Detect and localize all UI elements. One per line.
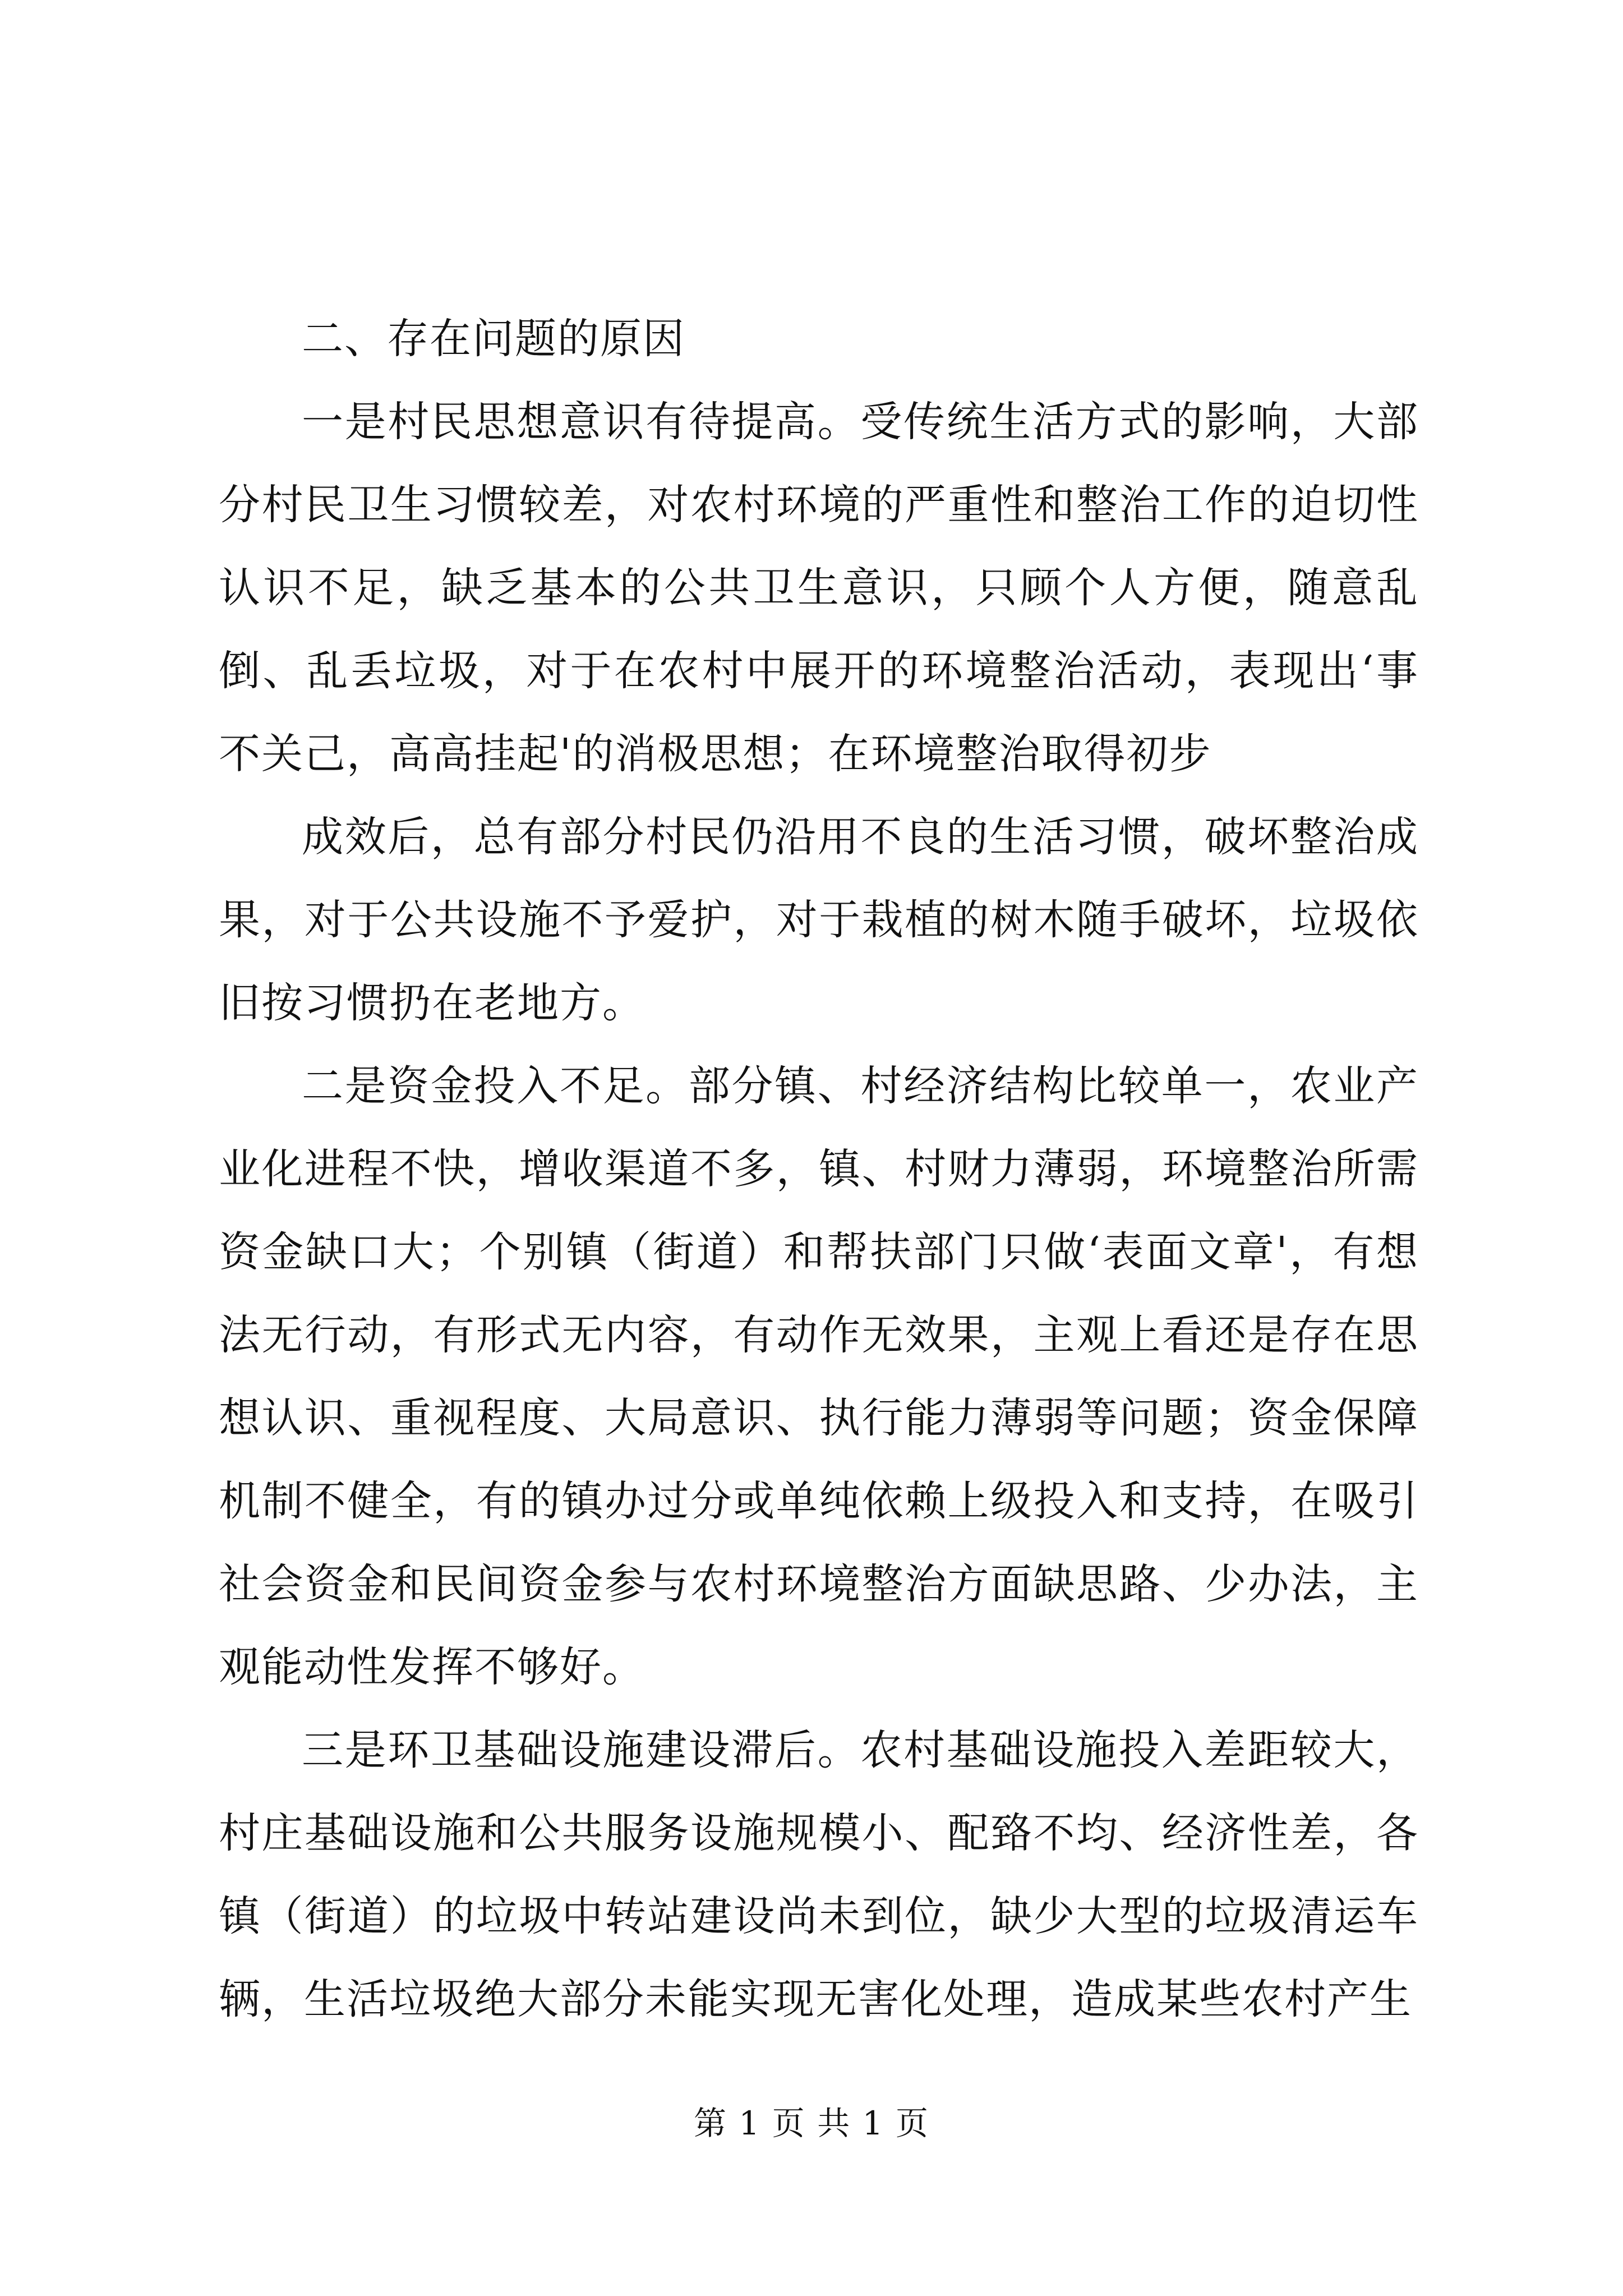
section-heading: 二、存在问题的原因 bbox=[302, 315, 685, 363]
paragraph-4: 三是环卫基础设施建设滞后。农村基础设施投入差距较大，村庄基础设施和公共服务设施规模小、配臵不均、经济性差，各镇（街道）的垃圾中转站建设尚未到位，缺少大型的垃圾清运车辆，生活垃圾绝大部分未能实现无害化处理，造成某些农村产生 bbox=[219, 1726, 1419, 2023]
paragraph-2: 成效后，总有部分村民仍沿用不良的生活习惯，破坏整治成果，对于公共设施不予爱护，对于栽植的树木随手破坏，垃圾依旧按习惯扔在老地方。 bbox=[219, 813, 1419, 1027]
document-body bbox=[219, 297, 1419, 2041]
page-footer: 第 1 页 共 1 页 bbox=[694, 2104, 929, 2142]
paragraph-1: 一是村民思想意识有待提高。受传统生活方式的影响，大部分村民卫生习惯较差，对农村环境的严重性和整治工作的迫切性认识不足，缺乏基本的公共卫生意识，只顾个人方便，随意乱倒、乱丢垃圾，对于在农村中展开的环境整治活动，表现出‘事不关己，高高挂起'的消极思想；在环境整治取得初步 bbox=[219, 398, 1419, 778]
paragraph-3: 二是资金投入不足。部分镇、村经济结构比较单一，农业产业化进程不快，增收渠道不多，镇、村财力薄弱，环境整治所需资金缺口大；个别镇（街道）和帮扶部门只做‘表面文章'，有想法无行动，有形式无内容，有动作无效果，主观上看还是存在思想认识、重视程度、大局意识、执行能力薄弱等问题；资金保障机制不健全，有的镇办过分或单纯依赖上级投入和支持，在吸引社会资金和民间资金参与农村环境整治方面缺思路、少办法，主观能动性发挥不够好。 bbox=[219, 1062, 1419, 1691]
